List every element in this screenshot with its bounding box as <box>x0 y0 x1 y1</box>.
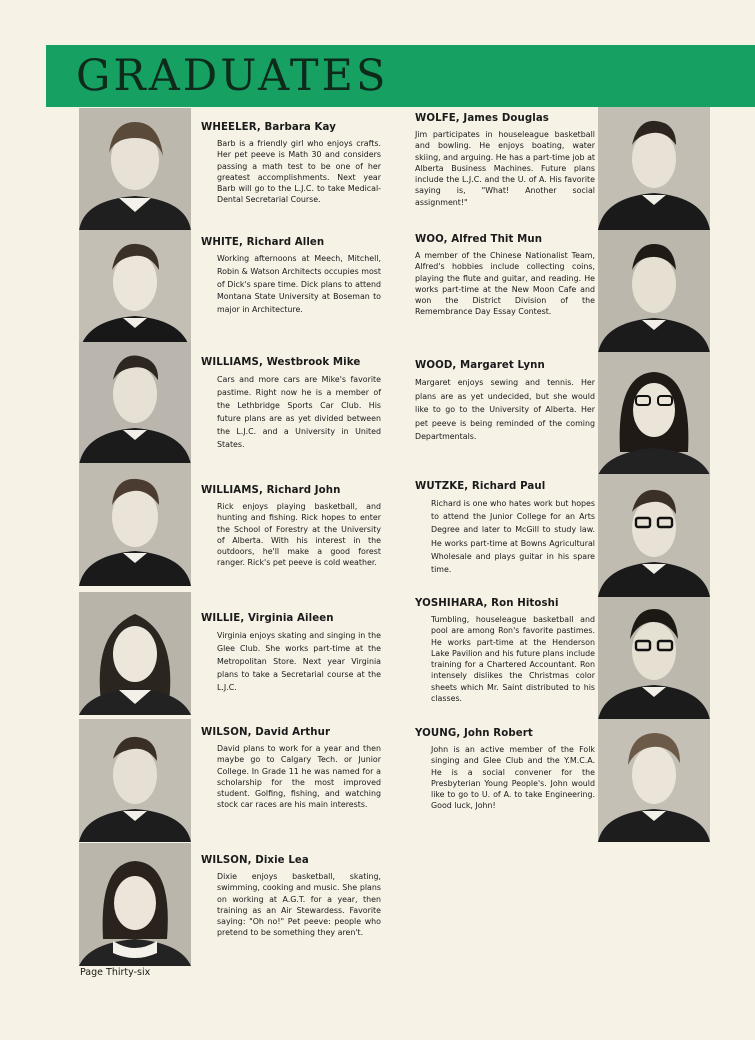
graduate-name: WILLIE, Virginia Aileen <box>201 613 334 624</box>
graduate-bio: Margaret enjoys sewing and tennis. Her plans are as yet undecided, but she would like to go to the University of Alberta. Her pet peeve is being reminded of the coming Departmentals. <box>415 378 595 441</box>
portrait-icon <box>79 342 191 465</box>
graduate-name: YOUNG, John Robert <box>415 728 533 739</box>
portrait-photo <box>598 474 710 597</box>
graduate-name: WILSON, David Arthur <box>201 727 331 738</box>
graduate-bio: Rick enjoys playing basketball, and hunting and fishing. Rick hopes to enter the School of Forestry at the University of Alberta. With his interest in the outdoors, he'll make a good forest ranger. Rick's pet peeve is cold weather. <box>217 502 381 568</box>
graduate-bio: Cars and more cars are Mike's favorite pastime. Right now he is a member of the Lethbridge Sports Car Club. His future plans are as yet divided between the L.J.C. and a University in United States. <box>217 375 381 449</box>
portrait-icon <box>598 474 710 597</box>
portrait-photo <box>598 352 710 475</box>
portrait-icon <box>598 597 710 720</box>
graduate-bio: Tumbling, houseleague basketball and pool are among Ron's favorite pastimes. He works part-time at the Henderson Lake Pavilion and his future plans include training for a Chartered Accountant. Ron intensely dislikes the Christmas color sheets which Mr. Saint distributed to his classes. <box>431 615 595 704</box>
graduate-entry <box>415 728 595 812</box>
graduate-bio: John is an active member of the Folk singing and Glee Club and the Y.M.C.A. He is a social convener for the Presbyterian Young People's. John would like to go to U. of A. to take Engineering. Good luck, John! <box>431 745 595 811</box>
graduate-entry <box>201 727 381 811</box>
graduate-name: WHITE, Richard Allen <box>201 237 325 248</box>
page-number: Page Thirty-six <box>80 967 151 978</box>
graduate-entry <box>201 485 381 569</box>
portrait-icon <box>598 352 710 475</box>
graduate-name: WILSON, Dixie Lea <box>201 855 309 866</box>
graduate-entry <box>415 598 595 704</box>
graduate-name: WOOD, Margaret Lynn <box>415 360 545 371</box>
portrait-photo <box>598 719 710 842</box>
graduate-name: WILLIAMS, Richard John <box>201 485 341 496</box>
portrait-photo <box>598 107 710 230</box>
portrait-icon <box>79 463 191 586</box>
portrait-icon <box>598 719 710 842</box>
graduate-bio: Jim participates in houseleague basketball and bowling. He enjoys boating, water skiing, and arguing. He has a part-time job at Alberta Business Machines. Future plans include the L.J.C. and the U. of A. His favorite saying is, "What! Another social assignment!" <box>415 130 595 207</box>
portrait-photo <box>79 463 191 586</box>
graduate-bio: Richard is one who hates work but hopes to attend the Junior College for an Arts Degree and later to McGill to study law. He works part-time at Bowns Agricultural Wholesale and plays guitar in his spare time. <box>431 499 595 575</box>
portrait-photo <box>79 719 191 842</box>
portrait-icon <box>79 843 191 966</box>
graduate-entry <box>415 113 595 208</box>
graduate-entry <box>201 613 381 694</box>
graduate-name: WOO, Alfred Thit Mun <box>415 234 543 245</box>
portrait-icon <box>598 230 710 353</box>
graduate-name: YOSHIHARA, Ron Hitoshi <box>415 598 559 609</box>
portrait-photo <box>79 592 191 715</box>
graduate-name: WOLFE, James Douglas <box>415 113 549 124</box>
graduate-bio: David plans to work for a year and then maybe go to Calgary Tech. or Junior College. In Grade 11 he was named for a scholarship for the most improved student. Golfing, fishing, and watching stock car races are his main interests. <box>217 744 381 810</box>
portrait-photo <box>79 108 191 231</box>
portrait-icon <box>598 107 710 230</box>
graduate-name: WHEELER, Barbara Kay <box>201 122 336 133</box>
graduate-bio: Dixie enjoys basketball, skating, swimming, cooking and music. She plans on working at A.G.T. for a year, then training as an Air Stewardess. Favorite saying: "Oh no!" Pet peeve: people who pretend to be something they aren't. <box>217 872 381 938</box>
graduate-bio: A member of the Chinese Nationalist Team, Alfred's hobbies include collecting coins, playing the flute and guitar, and reading. He works part-time at the New Moon Cafe and won the District Division of the Remembrance Day Essay Contest. <box>415 251 595 317</box>
graduate-entry <box>201 357 381 451</box>
portrait-photo <box>598 230 710 353</box>
graduate-entry <box>201 237 381 317</box>
graduate-entry <box>201 122 381 206</box>
portrait-icon <box>79 719 191 842</box>
graduate-entry <box>415 360 595 444</box>
graduate-entry <box>415 481 595 576</box>
portrait-photo <box>598 597 710 720</box>
page-title: GRADUATES <box>76 51 389 101</box>
graduate-name: WUTZKE, Richard Paul <box>415 481 546 492</box>
graduate-bio: Working afternoons at Meech, Mitchell, Robin & Watson Architects occupies most of Dick's spare time. Dick plans to attend Montana State University at Boseman to major in Architecture. <box>217 254 381 315</box>
portrait-photo <box>79 843 191 966</box>
portrait-icon <box>79 230 191 353</box>
graduate-entry <box>201 855 381 939</box>
portrait-photo <box>79 342 191 465</box>
portrait-icon <box>79 108 191 231</box>
portrait-photo <box>79 230 191 353</box>
graduate-name: WILLIAMS, Westbrook Mike <box>201 357 361 368</box>
header-banner <box>46 45 755 107</box>
graduate-entry <box>415 234 595 318</box>
graduate-bio: Virginia enjoys skating and singing in the Glee Club. She works part-time at the Metropolitan Store. Next year Virginia plans to take a Secretarial course at the L.J.C. <box>217 631 381 692</box>
graduate-bio: Barb is a friendly girl who enjoys crafts. Her pet peeve is Math 30 and considers passing a math test to be one of her greatest accomplishments. Next year Barb will go to the L.J.C. to take Medical-Dental Secretarial Course. <box>217 139 381 205</box>
portrait-icon <box>79 592 191 715</box>
